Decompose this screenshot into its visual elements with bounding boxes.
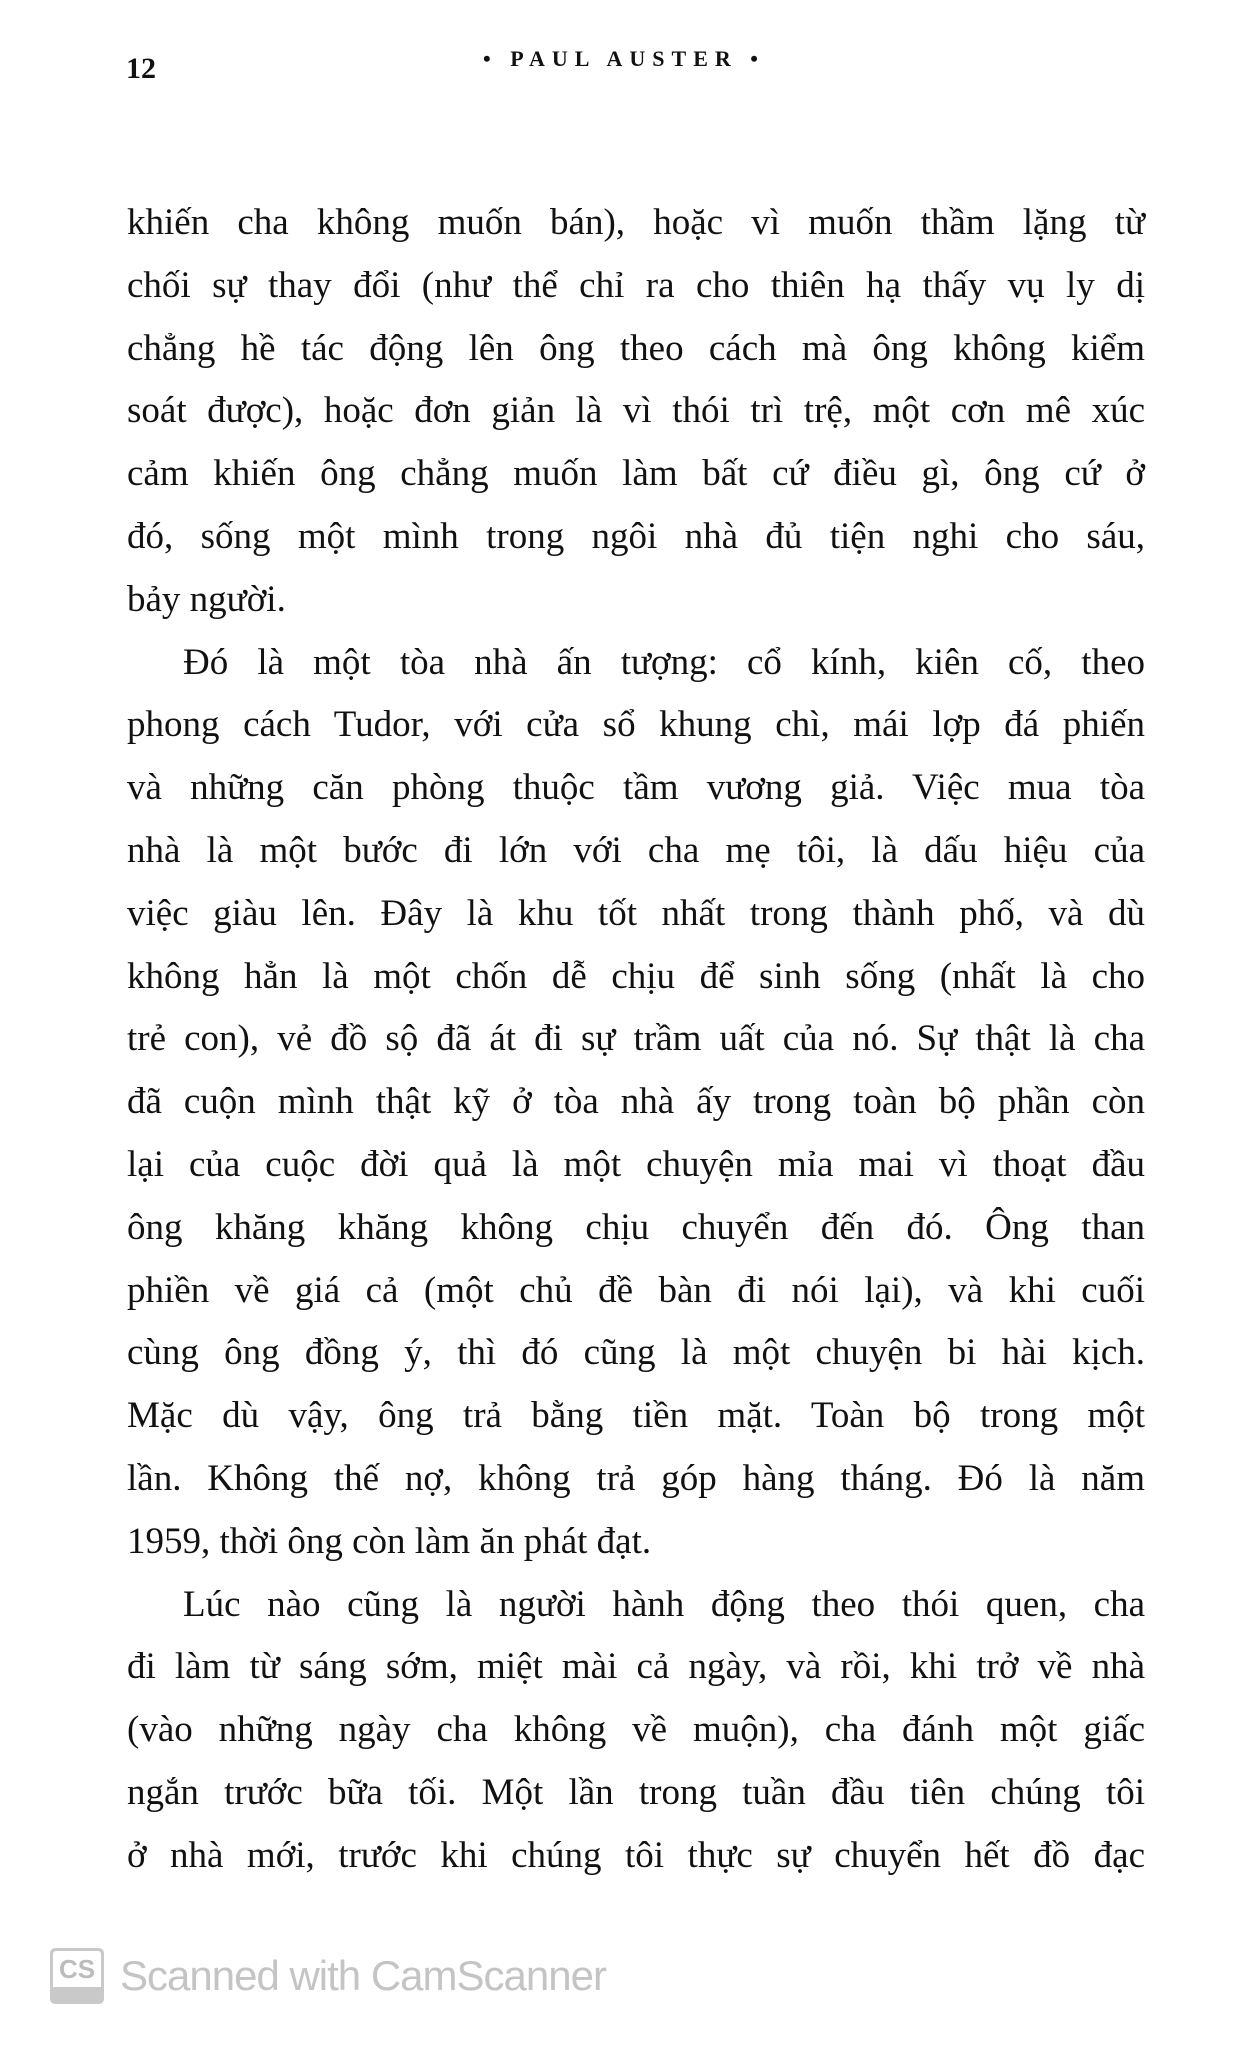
text-line: Lúc nào cũng là người hành động theo thói quen, cha: [183, 1583, 1145, 1625]
text-line: bảy người.: [127, 578, 286, 620]
watermark-text: Scanned with CamScanner: [120, 1952, 606, 1999]
text-line: ở nhà mới, trước khi chúng tôi thực sự chuyển hết đồ đạc: [127, 1834, 1145, 1876]
text-line: ông khăng khăng không chịu chuyển đến đó. Ông than: [127, 1206, 1145, 1248]
body-text: [127, 192, 1145, 1888]
text-line: chẳng hề tác động lên ông theo cách mà ông không kiểm: [127, 327, 1145, 369]
paragraph: [127, 1574, 1145, 1888]
text-line: không hẳn là một chốn dễ chịu để sinh sống (nhất là cho: [127, 955, 1145, 997]
running-head: • PAUL AUSTER •: [483, 46, 765, 71]
text-line: nhà là một bước đi lớn với cha mẹ tôi, là dấu hiệu của: [127, 829, 1145, 871]
camscanner-logo-text: CS: [53, 1951, 101, 1987]
text-line: đi làm từ sáng sớm, miệt mài cả ngày, và rồi, khi trở về nhà: [127, 1646, 1145, 1688]
text-line: phiền về giá cả (một chủ đề bàn đi nói lại), và khi cuối: [127, 1269, 1145, 1311]
text-line: việc giàu lên. Đây là khu tốt nhất trong thành phố, và dù: [127, 892, 1145, 934]
text-line: lại của cuộc đời quả là một chuyện mỉa mai vì thoạt đầu: [127, 1143, 1145, 1185]
paragraph: [127, 192, 1145, 632]
text-line: cảm khiến ông chẳng muốn làm bất cứ điều gì, ông cứ ở: [127, 453, 1145, 495]
paragraph: [127, 632, 1145, 1574]
text-line: trẻ con), vẻ đồ sộ đã át đi sự trầm uất của nó. Sự thật là cha: [127, 1018, 1145, 1060]
camscanner-logo-icon: [50, 1948, 104, 2004]
text-line: (vào những ngày cha không về muộn), cha đánh một giấc: [127, 1709, 1145, 1751]
camscanner-watermark: [50, 1948, 606, 2004]
text-line: 1959, thời ông còn làm ăn phát đạt.: [127, 1520, 652, 1562]
text-line: khiến cha không muốn bán), hoặc vì muốn thầm lặng từ: [127, 202, 1145, 243]
text-line: đã cuộn mình thật kỹ ở tòa nhà ấy trong toàn bộ phần còn: [127, 1081, 1145, 1123]
text-line: và những căn phòng thuộc tầm vương giả. Việc mua tòa: [127, 767, 1145, 809]
text-line: phong cách Tudor, với cửa sổ khung chì, mái lợp đá phiến: [127, 704, 1145, 746]
text-line: lần. Không thế nợ, không trả góp hàng tháng. Đó là năm: [127, 1457, 1145, 1499]
text-line: cùng ông đồng ý, thì đó cũng là một chuyện bi hài kịch.: [127, 1332, 1145, 1374]
text-line: chối sự thay đổi (như thể chỉ ra cho thiên hạ thấy vụ ly dị: [127, 264, 1145, 306]
text-line: Mặc dù vậy, ông trả bằng tiền mặt. Toàn bộ trong một: [127, 1395, 1145, 1437]
text-line: Đó là một tòa nhà ấn tượng: cổ kính, kiên cố, theo: [183, 641, 1145, 683]
page-number: 12: [126, 52, 156, 85]
text-line: soát được), hoặc đơn giản là vì thói trì trệ, một cơn mê xúc: [127, 390, 1145, 432]
text-line: ngắn trước bữa tối. Một lần trong tuần đầu tiên chúng tôi: [127, 1771, 1145, 1813]
text-line: đó, sống một mình trong ngôi nhà đủ tiện nghi cho sáu,: [127, 515, 1145, 557]
